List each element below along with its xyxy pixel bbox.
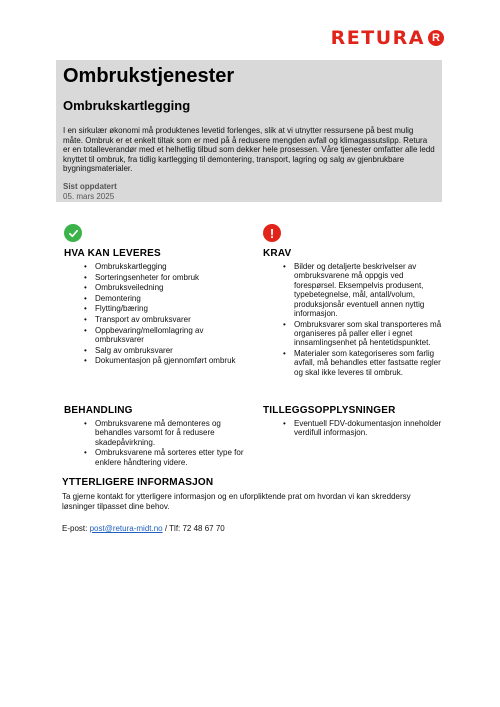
check-icon: [64, 224, 82, 242]
handling-title: BEHANDLING: [64, 405, 133, 416]
logo-mark-icon: R: [428, 30, 444, 46]
list-item: • Ombrukskartlegging: [84, 262, 254, 271]
email-link[interactable]: post@retura-midt.no: [89, 524, 163, 533]
contact-section: [62, 477, 442, 534]
list-item: • Demontering: [84, 294, 254, 303]
handling-list: [64, 419, 254, 467]
requirements-section: [263, 224, 445, 378]
additional-list: [263, 419, 445, 438]
list-item: • Eventuell FDV-dokumentasjon inneholder verdifull informasjon.: [283, 419, 445, 438]
contact-title: YTTERLIGERE INFORMASJON: [62, 477, 214, 488]
contact-line: [62, 524, 442, 534]
delivers-list: [64, 262, 254, 366]
requirements-title: KRAV: [263, 248, 292, 259]
updated-label: Sist oppdatert: [63, 181, 117, 191]
retura-logo: [331, 27, 444, 49]
logo-text: RETURA: [330, 27, 425, 49]
list-item: • Bilder og detaljerte beskrivelser av ombruksvarene må oppgis ved forespørsel. Eksempelvis produsent, typebetegnelse, mål, antall/volum, produksjonsår eventuell annen nyttig informasjon.: [283, 262, 445, 318]
list-item: • Ombruksvarene må sorteres etter type for enklere håndtering videre.: [84, 448, 254, 467]
additional-section: [263, 405, 445, 439]
list-item: • Ombruksvarer som skal transporteres må organiseres på paller eller i egnet innsamlingsenhet på hentetidspunktet.: [283, 320, 445, 348]
list-item: • Dokumentasjon på gjennomført ombruk: [84, 356, 254, 365]
list-item: • Flytting/bæring: [84, 304, 254, 313]
delivers-title: HVA KAN LEVERES: [64, 248, 161, 259]
requirements-list: [263, 262, 445, 377]
phone-text: / Tlf: 72 48 67 70: [162, 524, 225, 533]
list-item: • Ombruksvarene må demonteres og behandles varsomt for å redusere skadepåvirkning.: [84, 419, 254, 447]
list-item: • Oppbevaring/mellomlagring av ombruksvarer: [84, 326, 254, 345]
updated-date: 05. mars 2025: [63, 191, 115, 201]
page-title: Ombrukstjenester: [63, 65, 235, 87]
contact-text: Ta gjerne kontakt for ytterligere informasjon og en uforpliktende prat om hvordan vi kan skreddersy løsninger tilpasset dine behov.: [62, 492, 411, 511]
email-label: E-post:: [62, 524, 90, 533]
list-item: • Sorteringsenheter for ombruk: [84, 273, 254, 282]
page-subtitle: Ombrukskartlegging: [63, 98, 191, 113]
handling-section: [64, 405, 254, 468]
list-item: • Transport av ombruksvarer: [84, 315, 254, 324]
intro-text: I en sirkulær økonomi må produktenes levetid forlenges, slik at vi utnytter ressursene på best mulig måte. Ombruk er et enkelt tiltak som er med på å redusere mengden avfall og klimagassutslipp. Retura er en totalleverandør med et helhetlig tilbud som dekker hele prosessen. Våre tjenester omfatter alle ledd knyttet til ombruk, fra tidlig kartlegging til demontering, transport, lagring og salg av gjenbrukbare bygningsmaterialer.: [63, 126, 435, 174]
list-item: • Ombruksveiledning: [84, 283, 254, 292]
list-item: • Salg av ombruksvarer: [84, 346, 254, 355]
additional-title: TILLEGGSOPPLYSNINGER: [263, 405, 396, 416]
last-updated: [63, 182, 435, 201]
alert-icon: !: [263, 224, 281, 242]
list-item: • Materialer som kategoriseres som farlig avfall, må behandles etter fastsatte regler og skal ikke leveres til ombruk.: [283, 349, 445, 377]
delivers-section: [64, 224, 254, 367]
header-panel: [56, 60, 442, 202]
